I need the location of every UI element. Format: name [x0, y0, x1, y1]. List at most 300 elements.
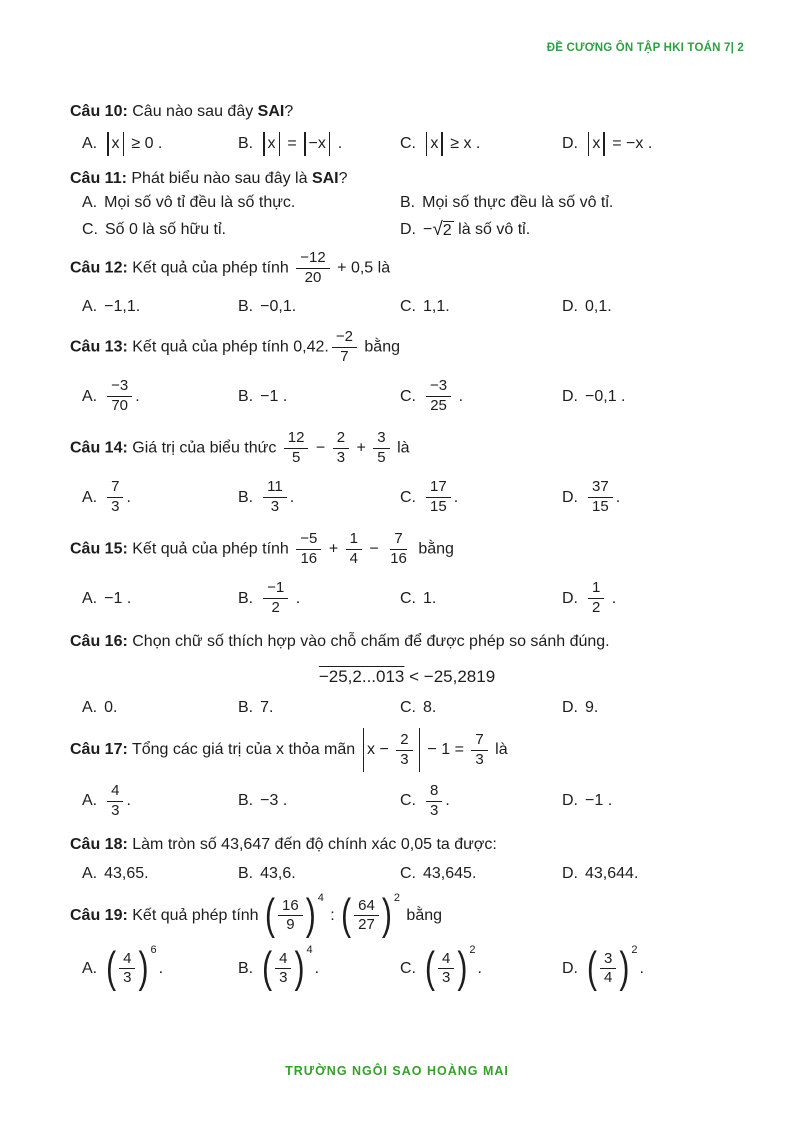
fraction-denominator: 27: [358, 916, 375, 934]
fraction: [107, 478, 123, 517]
option-value: [423, 219, 530, 241]
math-text: .: [291, 589, 301, 607]
option-c: [400, 132, 562, 156]
option-value: [104, 943, 164, 992]
option-value: [423, 376, 463, 417]
option-d: [562, 578, 744, 619]
options-row: [70, 194, 744, 241]
option-b: [238, 943, 400, 992]
fraction-denominator: 2: [271, 599, 280, 617]
fraction-numerator: 8: [426, 782, 442, 802]
option-a: [82, 865, 238, 883]
math-text: 43,645.: [423, 864, 477, 882]
fraction-numerator: 4: [438, 950, 454, 970]
fraction: [471, 731, 487, 770]
option-key: D.: [562, 864, 578, 882]
math-text: Câu nào sau đây: [127, 103, 258, 120]
option-key: D.: [400, 221, 416, 239]
option-value: [423, 943, 482, 992]
question-label: Câu 19:: [70, 906, 128, 924]
math-text: −x: [308, 135, 326, 153]
question-stem: [70, 167, 744, 190]
fraction-numerator: 4: [119, 950, 135, 970]
math-text: bằng: [413, 540, 454, 558]
option-c: [400, 477, 562, 518]
fraction-denominator: 5: [291, 448, 301, 466]
option-key: C.: [400, 864, 416, 882]
absolute-value-bar: [603, 132, 604, 156]
option-b: [400, 194, 744, 212]
option-key: C.: [400, 387, 416, 405]
option-key: C.: [400, 699, 416, 717]
fraction-numerator: −3: [107, 377, 132, 397]
open-paren: (: [341, 891, 352, 939]
option-key: D.: [562, 792, 578, 810]
option-value: [260, 865, 296, 883]
options-row: [70, 699, 744, 717]
option-c: [400, 943, 562, 992]
fraction: [346, 530, 362, 569]
fraction-numerator: 2: [333, 429, 349, 449]
math-text: .: [477, 959, 482, 977]
option-key: B.: [238, 387, 254, 405]
close-paren: ): [138, 944, 149, 992]
math-text: − 1 =: [422, 741, 469, 759]
option-key: B.: [238, 699, 254, 717]
question-stem: [70, 248, 744, 289]
math-text: .: [126, 488, 131, 506]
math-text: −1 .: [585, 792, 613, 810]
question-cau-16: [70, 630, 744, 717]
option-c: [400, 298, 562, 316]
option-value: [585, 477, 620, 518]
question-label: Câu 14:: [70, 439, 128, 457]
fraction-numerator: −12: [296, 249, 329, 269]
fraction-denominator: 3: [111, 498, 120, 516]
fraction: [332, 328, 357, 367]
option-a: [82, 699, 238, 717]
fraction-numerator: 7: [107, 478, 123, 498]
radical-sign: √: [432, 219, 443, 241]
options-row: [70, 865, 744, 883]
math-text: =: [282, 135, 302, 153]
question-stem: [70, 728, 744, 772]
fraction-denominator: 7: [340, 347, 349, 365]
bold-text: SAI: [311, 170, 339, 188]
page-header-title: ĐỀ CƯƠNG ÔN TẬP HKI TOÁN 7| 2: [546, 42, 744, 54]
math-text: .: [615, 488, 621, 506]
math-text: .: [445, 792, 450, 810]
math-text: = −x .: [607, 135, 653, 153]
option-key: B.: [238, 589, 254, 607]
option-key: A.: [82, 959, 98, 977]
close-paren: ): [294, 944, 305, 992]
question-cau-10: [70, 100, 744, 156]
option-value: [104, 699, 117, 717]
math-text: x: [267, 135, 276, 153]
option-key: D.: [562, 387, 578, 405]
option-a: [82, 132, 238, 156]
option-b: [238, 578, 400, 619]
fraction-denominator: 3: [336, 448, 346, 466]
option-key: B.: [238, 135, 254, 153]
fraction-numerator: 2: [396, 731, 412, 751]
math-text: Kết quả của phép tính 0,42.: [127, 338, 329, 356]
options-row: [70, 477, 744, 518]
options-row: [70, 298, 744, 316]
fraction-denominator: 3: [475, 750, 484, 768]
question-label: Câu 18:: [70, 835, 128, 853]
option-a: [82, 590, 238, 608]
option-key: D.: [562, 959, 578, 977]
option-value: [104, 132, 162, 156]
fraction-numerator: −5: [296, 530, 321, 550]
option-value: [104, 298, 140, 316]
math-text: ≥ x .: [445, 135, 481, 153]
option-b: [238, 865, 400, 883]
fraction-numerator: 17: [426, 478, 451, 498]
option-value: [260, 132, 342, 156]
option-key: C.: [82, 221, 98, 239]
math-text: −1 .: [260, 387, 288, 405]
fraction-denominator: 16: [300, 549, 318, 567]
exponent: 6: [150, 943, 157, 956]
fraction: [426, 377, 451, 416]
option-key: A.: [82, 194, 98, 212]
option-key: A.: [82, 488, 98, 506]
option-value: [585, 792, 612, 810]
parenthesized-power-fraction: [106, 943, 157, 992]
fraction: [600, 950, 616, 989]
fraction-denominator: 5: [377, 448, 386, 466]
option-a: [82, 943, 238, 992]
option-d: [562, 792, 744, 810]
option-value: [260, 943, 320, 992]
close-paren: ): [305, 891, 316, 939]
fraction: [588, 579, 604, 618]
exponent: 4: [317, 891, 324, 904]
math-text: .: [289, 488, 295, 506]
fraction-denominator: 2: [592, 599, 601, 617]
open-paren: (: [106, 944, 117, 992]
fraction-numerator: 4: [107, 782, 123, 802]
option-value: [260, 792, 287, 810]
option-key: B.: [238, 792, 254, 810]
option-value: [423, 132, 480, 156]
exponent: 4: [306, 943, 313, 956]
option-value: [104, 865, 148, 883]
fraction-numerator: 7: [390, 530, 406, 550]
fraction-denominator: 4: [604, 969, 613, 987]
option-value: [260, 578, 300, 619]
question-cau-12: [70, 248, 744, 316]
exponent: 2: [469, 943, 476, 956]
absolute-value-bar: [304, 132, 305, 156]
options-row: [70, 943, 744, 992]
option-value: [104, 477, 131, 518]
fraction: [296, 249, 329, 288]
math-text: 8.: [423, 699, 437, 717]
open-paren: (: [587, 944, 597, 992]
absolute-value-bar: [588, 132, 589, 156]
exponent: 2: [631, 943, 638, 956]
option-key: B.: [238, 864, 254, 882]
question-cau-11: [70, 167, 744, 241]
parenthesized-power-fraction: [262, 943, 313, 992]
math-text: .: [126, 792, 131, 810]
bold-text: SAI: [257, 103, 285, 120]
math-text: ≥ 0 .: [126, 135, 163, 153]
option-value: [104, 781, 131, 822]
math-text: 1.: [423, 589, 437, 607]
option-value: [423, 865, 476, 883]
fraction: [588, 478, 613, 517]
option-value: [423, 699, 436, 717]
open-paren: (: [265, 891, 276, 939]
option-value: [260, 477, 294, 518]
math-text: +: [352, 439, 371, 457]
question-cau-19: [70, 891, 744, 992]
option-value: [105, 221, 226, 239]
option-key: C.: [400, 589, 416, 607]
parenthesized-power-fraction: [587, 943, 638, 992]
close-paren: ): [619, 944, 630, 992]
fraction-denominator: 3: [400, 750, 409, 768]
math-text: Phát biểu nào sau đây là: [126, 170, 312, 188]
math-text: 0.: [104, 699, 118, 717]
option-key: A.: [82, 135, 98, 153]
option-value: [104, 376, 140, 417]
math-text: .: [314, 959, 320, 977]
option-c: [400, 781, 562, 822]
fraction: [263, 579, 288, 618]
fraction-denominator: 4: [349, 549, 358, 567]
square-root: [432, 219, 453, 241]
option-value: [423, 781, 450, 822]
math-text: :: [325, 906, 340, 924]
fraction-numerator: 16: [278, 897, 303, 917]
parenthesized-power-fraction: [265, 891, 324, 939]
math-text: .: [158, 959, 164, 977]
fraction-denominator: 3: [111, 801, 120, 819]
option-key: D.: [562, 135, 578, 153]
option-value: [104, 590, 131, 608]
question-cau-18: [70, 833, 744, 883]
option-key: D.: [562, 297, 578, 315]
fraction-numerator: 11: [263, 478, 287, 498]
fraction: [107, 377, 132, 416]
absolute-value-bar: [279, 132, 280, 156]
option-c: [400, 865, 562, 883]
math-text: là: [392, 439, 410, 457]
overlined-number: −25,2...013: [318, 667, 405, 687]
open-paren: (: [425, 944, 435, 992]
fraction-numerator: −2: [332, 328, 357, 348]
math-text: −3 .: [260, 792, 288, 810]
fraction: [396, 731, 412, 770]
math-text: .: [639, 959, 644, 977]
math-text: x: [111, 135, 120, 153]
question-label: Câu 16:: [70, 632, 128, 650]
option-b: [238, 388, 400, 406]
absolute-value-bar: [419, 728, 420, 772]
fraction-numerator: 12: [284, 429, 309, 449]
absolute-value-bar: [441, 132, 442, 156]
option-key: B.: [238, 297, 254, 315]
options-row: [70, 781, 744, 822]
question-stem: [70, 630, 744, 653]
math-text: 1,1.: [423, 297, 450, 315]
math-text: 43,65.: [104, 864, 149, 882]
math-text: bằng: [359, 338, 400, 356]
option-value: [585, 388, 625, 406]
fraction: [278, 897, 303, 936]
fraction-denominator: 20: [304, 269, 322, 287]
option-value: [585, 132, 652, 156]
option-value: [260, 699, 273, 717]
absolute-value-bar: [363, 728, 364, 772]
option-d: [562, 865, 744, 883]
close-paren: ): [381, 891, 392, 939]
fraction-denominator: 3: [270, 498, 280, 516]
close-paren: ): [457, 944, 468, 992]
option-key: D.: [562, 589, 578, 607]
math-text: −: [311, 439, 330, 457]
math-text: ?: [338, 170, 348, 188]
option-a: [82, 376, 238, 417]
math-text: < −25,2819: [404, 667, 496, 687]
option-value: [423, 298, 450, 316]
fraction: [354, 897, 379, 936]
option-key: C.: [400, 488, 416, 506]
math-text: .: [454, 387, 464, 405]
fraction-numerator: −1: [263, 579, 288, 599]
fraction-numerator: 4: [275, 950, 291, 970]
exponent: 2: [393, 891, 400, 904]
math-text: ?: [284, 103, 294, 120]
math-text: Tổng các giá trị của x thỏa mãn: [127, 741, 360, 759]
option-key: A.: [82, 387, 98, 405]
option-value: [585, 865, 638, 883]
question-label: Câu 12:: [70, 259, 128, 277]
fraction: [119, 950, 135, 989]
option-key: C.: [400, 959, 416, 977]
fraction-denominator: 25: [430, 397, 447, 415]
option-value: [423, 477, 458, 518]
option-c: [82, 221, 400, 239]
fraction: [373, 429, 389, 468]
fraction-numerator: 3: [373, 429, 389, 449]
math-text: −: [364, 540, 384, 558]
parenthesized-power-fraction: [341, 891, 400, 939]
math-text: 43,6.: [260, 864, 296, 882]
option-key: B.: [400, 194, 416, 212]
question-stem: [70, 833, 744, 856]
options-row: [70, 376, 744, 417]
fraction-numerator: 37: [588, 478, 613, 498]
option-a: [82, 194, 400, 212]
question-label: Câu 11:: [70, 170, 127, 188]
option-c: [400, 376, 562, 417]
fraction: [386, 530, 411, 569]
option-b: [238, 477, 400, 518]
math-text: .: [453, 488, 459, 506]
option-key: D.: [562, 699, 578, 717]
math-text: −1 .: [104, 589, 132, 607]
question-cau-15: [70, 529, 744, 619]
math-text: −0,1.: [260, 297, 297, 315]
absolute-value-bar: [329, 132, 330, 156]
absolute-value-bar: [263, 132, 264, 156]
fraction: [107, 782, 123, 821]
math-text: Kết quả của phép tính: [127, 540, 294, 558]
option-b: [238, 699, 400, 717]
option-value: [585, 298, 612, 316]
option-key: A.: [82, 589, 98, 607]
option-key: C.: [400, 135, 416, 153]
fraction-numerator: 3: [600, 950, 616, 970]
fraction-denominator: 3: [442, 969, 451, 987]
math-text: −0,1 .: [585, 387, 626, 405]
question-stem: [70, 100, 744, 123]
math-text: +: [324, 540, 343, 558]
math-text: .: [135, 387, 140, 405]
absolute-value-bar: [426, 132, 427, 156]
question-label: Câu 15:: [70, 540, 128, 558]
questions-container: [70, 100, 744, 991]
option-b: [238, 132, 400, 156]
fraction-denominator: 16: [390, 549, 407, 567]
option-value: [422, 194, 613, 212]
option-key: D.: [562, 488, 578, 506]
option-a: [82, 781, 238, 822]
fraction: [333, 429, 349, 468]
option-key: C.: [400, 792, 416, 810]
fraction-denominator: 3: [123, 969, 132, 987]
math-text: + 0,5 là: [332, 259, 391, 277]
math-text: Mọi số thực đều là số vô tỉ.: [422, 194, 614, 212]
math-text: Giá trị của biểu thức: [127, 439, 281, 457]
option-key: C.: [400, 297, 416, 315]
question-stem: [70, 327, 744, 368]
question-cau-17: [70, 728, 744, 822]
option-a: [82, 477, 238, 518]
fraction-numerator: 7: [471, 731, 487, 751]
fraction-denominator: 9: [286, 916, 295, 934]
comparison-line: [70, 667, 744, 687]
fraction: [284, 429, 309, 468]
fraction-denominator: 15: [430, 498, 447, 516]
fraction: [275, 950, 291, 989]
question-label: Câu 17:: [70, 741, 128, 759]
math-text: 7.: [260, 699, 274, 717]
fraction-numerator: −3: [426, 377, 451, 397]
option-d: [562, 132, 744, 156]
question-cau-13: [70, 327, 744, 417]
question-stem: [70, 529, 744, 570]
math-text: 43,644.: [585, 864, 639, 882]
fraction-denominator: 3: [279, 969, 288, 987]
option-key: A.: [82, 297, 98, 315]
absolute-value-bar: [123, 132, 124, 156]
option-c: [400, 590, 562, 608]
option-key: A.: [82, 699, 98, 717]
fraction: [438, 950, 454, 989]
radicand: 2: [442, 222, 452, 240]
math-text: bằng: [401, 906, 443, 924]
math-text: .: [333, 135, 343, 153]
math-text: .: [607, 589, 617, 607]
